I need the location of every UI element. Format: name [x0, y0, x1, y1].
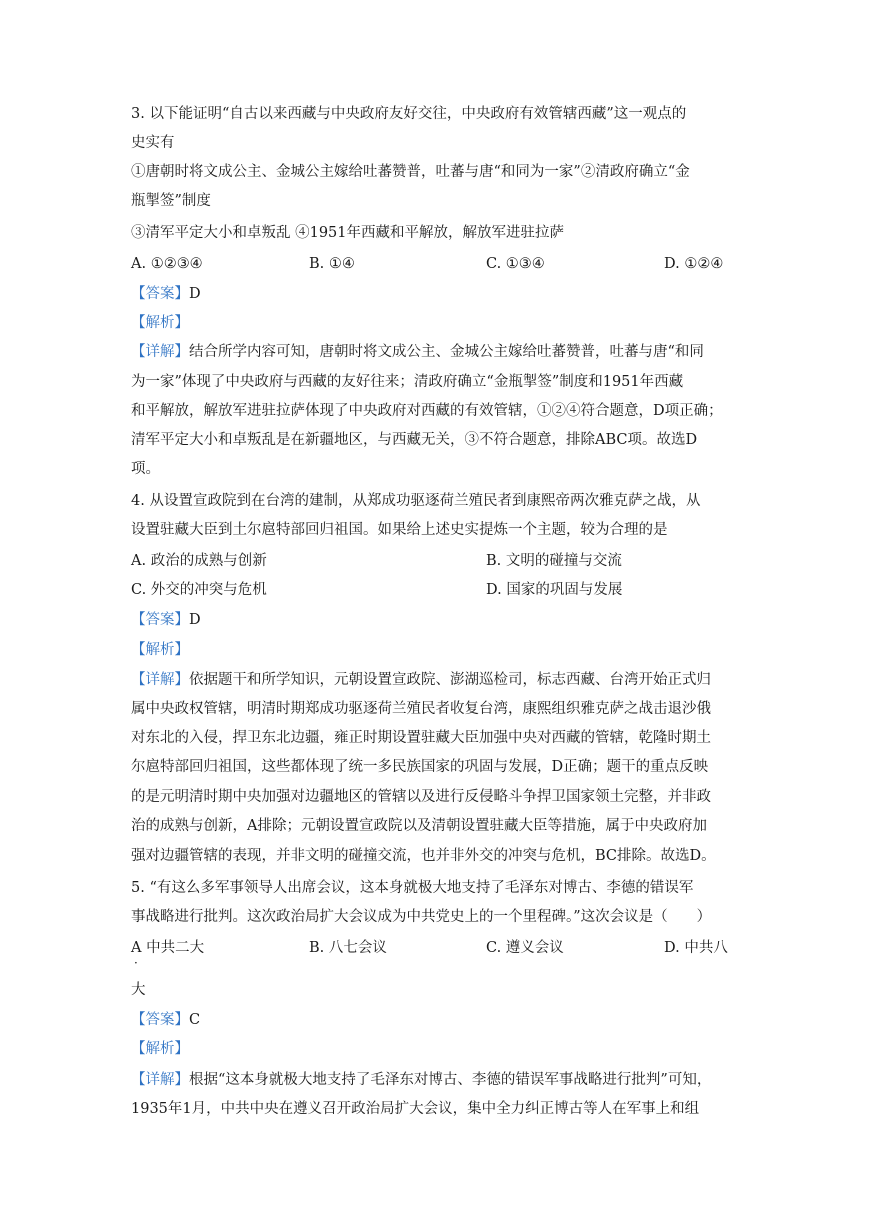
- q3-stem-line-2: 史实有: [131, 135, 175, 151]
- q3-analysis-line: [131, 313, 189, 333]
- q5-stem-line-1: 5. “有这么多军事领导人出席会议，这本身就极大地支持了毛泽东对博古、李德的错误军: [131, 880, 694, 896]
- q4-detail-line-7: 强对边疆管辖的表现，并非文明的碰撞交流，也并非外交的冲突与危机，BC排除。故选D。: [131, 848, 716, 864]
- q4-option-c: C. 外交的冲突与危机: [131, 582, 267, 598]
- q4-stem-line-2: 设置驻藏大臣到土尔扈特部回归祖国。如果给上述史实提炼一个主题，较为合理的是: [131, 522, 668, 538]
- q4-detail-line-1: [131, 670, 711, 690]
- q4-detail-line-5: 的是元明清时期中央加强对边疆地区的管辖以及进行反侵略斗争捍卫国家领土完整，并非政: [131, 789, 711, 805]
- detail-tag: 【详解】: [131, 344, 189, 360]
- q3-option-a: A. ①②③④: [131, 256, 203, 272]
- q5-detail-text-1: 根据“这本身就极大地支持了毛泽东对博古、李德的错误军事战略进行批判”可知，: [189, 1072, 712, 1088]
- q4-stem-line-1: 4. 从设置宣政院到在台湾的建制，从郑成功驱逐荷兰殖民者到康熙帝两次雅克萨之战，从: [131, 493, 701, 509]
- q4-option-b: B. 文明的碰撞与交流: [486, 553, 622, 569]
- q4-detail-line-4: 尔扈特部回归祖国，这些都体现了统一多民族国家的巩固与发展，D正确；题干的重点反映: [131, 759, 709, 775]
- q3-item-line-1: ①唐朝时将文成公主、金城公主嫁给吐蕃赞普，吐蕃与唐“和同为一家”②清政府确立“金: [131, 164, 690, 180]
- q3-detail-line-3: 和平解放，解放军进驻拉萨体现了中央政府对西藏的有效管辖，①②④符合题意，D项正确；: [131, 403, 723, 419]
- q5-detail-line-2: 1935年1月，中共中央在遵义召开政治局扩大会议，集中全力纠正博古等人在军事上和组: [131, 1101, 700, 1117]
- q3-option-c: C. ①③④: [486, 256, 545, 272]
- q5-stem-line-2: 事战略进行批判。这次政治局扩大会议成为中共党史上的一个里程碑。”这次会议是（ ）: [131, 909, 712, 925]
- q4-detail-text-1: 依据题干和所学知识，元朝设置宣政院、澎湖巡检司，标志西藏、台湾开始正式归: [189, 672, 711, 688]
- q3-option-d: D. ①②④: [664, 256, 724, 272]
- q5-answer-line: [131, 1010, 200, 1030]
- q3-detail-line-1: [131, 342, 704, 362]
- q4-option-d: D. 国家的巩固与发展: [486, 582, 623, 598]
- q3-stem-line-1: 3. 以下能证明“自古以来西藏与中央政府友好交往，中央政府有效管辖西藏”这一观点的: [131, 106, 687, 122]
- q5-answer-value: C: [189, 1012, 201, 1028]
- q4-answer-value: D: [189, 612, 201, 628]
- answer-tag: 【答案】: [131, 286, 189, 302]
- q3-answer-value: D: [189, 286, 201, 302]
- q3-option-b: B. ①④: [309, 256, 355, 272]
- q5-option-d-wrap: 大: [131, 982, 146, 998]
- q5-analysis-line: [131, 1039, 189, 1059]
- q3-detail-text-1: 结合所学内容可知，唐朝时将文成公主、金城公主嫁给吐蕃赞普，吐蕃与唐“和同: [189, 344, 704, 360]
- q3-answer-line: [131, 284, 201, 304]
- q4-detail-line-3: 对东北的入侵，捍卫东北边疆，雍正时期设置驻藏大臣加强中央对西藏的管辖，乾隆时期土: [131, 730, 711, 746]
- q4-answer-line: [131, 610, 201, 630]
- detail-tag: 【详解】: [131, 1072, 189, 1088]
- q3-detail-line-2: 为一家”体现了中央政府与西藏的友好往来；清政府确立“金瓶掣签”制度和1951年西藏: [131, 374, 684, 390]
- analysis-tag: 【解析】: [131, 642, 189, 658]
- q5-option-c: C. 遵义会议: [486, 940, 564, 956]
- q3-detail-line-4: 清军平定大小和卓叛乱是在新疆地区，与西藏无关，③不符合题意，排除ABC项。故选D: [131, 432, 698, 448]
- answer-tag: 【答案】: [131, 612, 189, 628]
- analysis-tag: 【解析】: [131, 315, 189, 331]
- q5-option-b: B. 八七会议: [309, 940, 387, 956]
- q3-item-line-3: ③清军平定大小和卓叛乱 ④1951年西藏和平解放，解放军进驻拉萨: [131, 225, 565, 241]
- q4-detail-line-6: 治的成熟与创新，A排除；元朝设置宣政院以及清朝设置驻藏大臣等措施，属于中央政府加: [131, 818, 707, 834]
- q5-detail-line-1: [131, 1070, 711, 1090]
- q3-detail-line-5: 项。: [131, 461, 160, 477]
- q3-item-line-2: 瓶掣签”制度: [131, 193, 211, 209]
- analysis-tag: 【解析】: [131, 1041, 189, 1057]
- q5-option-d: D. 中共八: [664, 940, 728, 956]
- q4-detail-line-2: 属中央政权管辖，明清时期郑成功驱逐荷兰殖民者收复台湾，康熙组织雅克萨之战击退沙俄: [131, 701, 711, 717]
- q4-analysis-line: [131, 640, 189, 660]
- answer-tag: 【答案】: [131, 1012, 189, 1028]
- detail-tag: 【详解】: [131, 672, 189, 688]
- q4-option-a: A. 政治的成熟与创新: [131, 553, 267, 569]
- q5-option-a-dot: ·: [134, 956, 138, 970]
- q5-option-a: A 中共二大: [131, 940, 205, 956]
